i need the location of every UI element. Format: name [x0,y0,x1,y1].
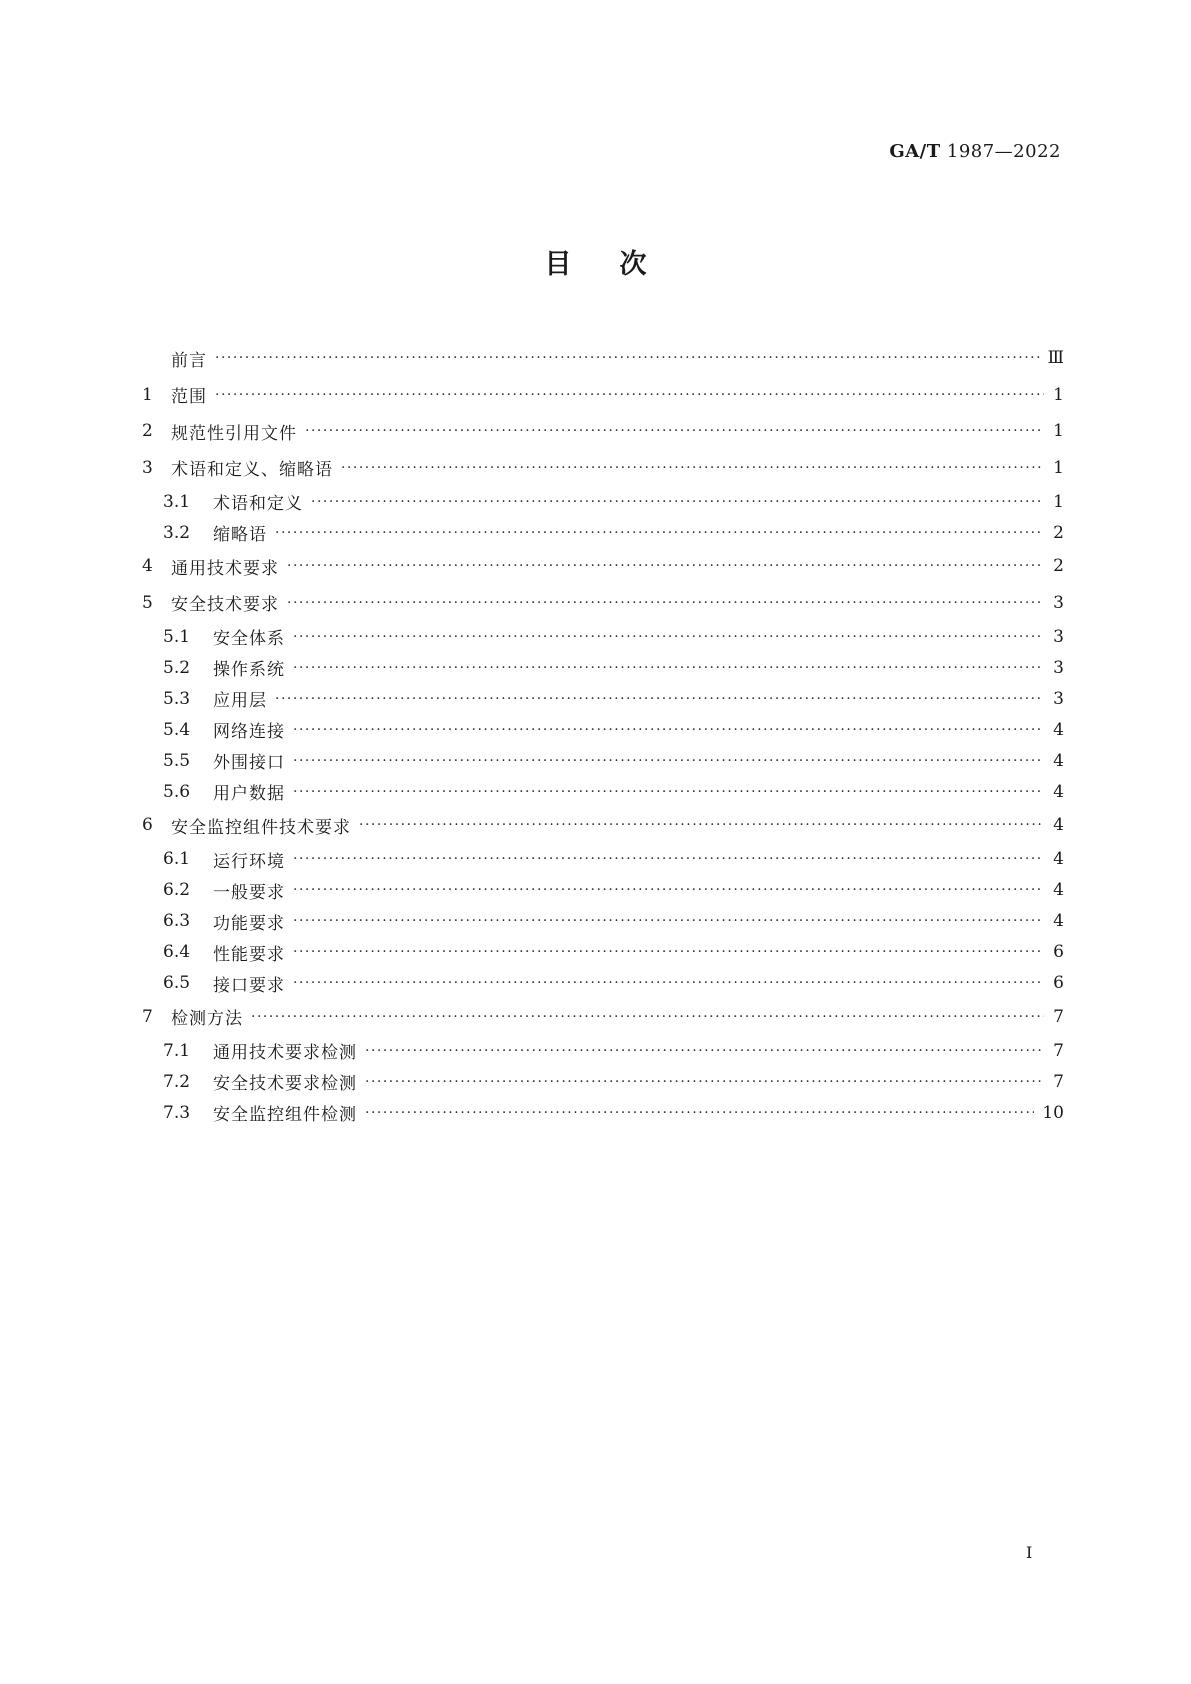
toc-leader-dots [365,1074,1044,1090]
toc-entry-label: 安全技术要求 [171,595,279,616]
toc-leader-dots [293,975,1044,991]
toc-entry-number: 5 [142,592,153,613]
toc-entry[interactable] [142,621,1064,652]
toc-entry-label: 网络连接 [213,722,285,742]
toc-entry-label: 缩略语 [213,525,267,545]
toc-entry-page: 2 [1053,556,1064,577]
page-folio: I [1026,1543,1033,1562]
toc-entry-label: 检测方法 [171,1009,243,1030]
toc-entry-number: 7.1 [163,1040,191,1061]
toc-leader-dots [287,558,1044,574]
toc-entry[interactable] [142,1097,1064,1128]
standard-code-prefix: GA/T [889,141,941,162]
toc-entry[interactable] [142,450,1064,487]
toc-entry-number: 5.1 [163,626,191,647]
toc-leader-dots [275,525,1044,541]
page-title: 目次 [544,249,695,280]
toc-entry[interactable] [142,683,1064,714]
toc-entry-page: 1 [1053,421,1064,442]
toc-entry-number: 3.1 [163,491,191,512]
toc-entry[interactable] [142,652,1064,683]
toc-entry[interactable] [142,585,1064,622]
toc-entry-number: 7.3 [163,1102,191,1123]
toc-leader-dots [365,1105,1034,1121]
toc-entry-page: 4 [1053,880,1064,900]
toc-entry-label: 术语和定义、缩略语 [171,460,333,481]
toc-entry-number: 3.2 [163,522,191,543]
toc-entry-label: 外围接口 [213,753,285,773]
toc-entry-label: 功能要求 [213,913,285,934]
toc-leader-dots [275,691,1044,707]
toc-entry[interactable] [142,776,1064,807]
toc-entry-label: 安全监控组件技术要求 [171,817,351,838]
toc-entry-label: 通用技术要求检测 [213,1043,357,1063]
toc-entry-number: 7.2 [163,1071,191,1092]
toc-entry-number: 3 [142,457,153,478]
toc-entry-page: 4 [1053,750,1064,771]
toc-leader-dots [293,753,1044,769]
toc-leader-dots [293,629,1044,645]
toc-entry-number: 5.4 [163,719,191,740]
toc-entry-page: 7 [1053,1071,1064,1092]
toc-entry-number: 6.5 [163,973,191,993]
toc-entry-number: 6.2 [163,880,191,900]
toc-entry-page: 7 [1053,1040,1064,1061]
toc-entry-number: 7 [142,1006,153,1027]
toc-entry[interactable] [142,377,1064,414]
toc-leader-dots [305,423,1044,439]
toc-entry[interactable] [142,413,1064,450]
toc-entry-label: 运行环境 [213,851,285,872]
toc-entry-label: 一般要求 [213,882,285,903]
toc-entry[interactable] [142,1066,1064,1097]
toc-leader-dots [287,595,1044,611]
toc-entry[interactable] [142,745,1064,776]
toc-entry-page: 3 [1053,657,1064,678]
toc-entry-page: 4 [1053,719,1064,740]
toc-entry-page: 7 [1053,1006,1064,1027]
toc-entry[interactable] [142,937,1064,968]
toc-leader-dots [293,660,1044,676]
standard-code [889,141,1061,162]
standard-code-number: 1987—2022 [946,141,1061,162]
toc-entry-page: 3 [1053,626,1064,647]
toc-entry-number: 4 [142,556,153,577]
toc-entry-label: 前言 [171,350,207,371]
toc-leader-dots [359,817,1044,833]
toc-leader-dots [215,350,1040,366]
toc-entry-label: 安全技术要求检测 [213,1074,357,1094]
toc-leader-dots [341,460,1044,476]
toc-entry-page: 1 [1053,384,1064,405]
table-of-contents [142,340,1064,1128]
toc-entry-page: 4 [1053,815,1064,836]
toc-entry[interactable] [142,875,1064,906]
toc-leader-dots [293,784,1044,800]
toc-entry-page: 6 [1053,973,1064,993]
toc-entry[interactable] [142,906,1064,937]
toc-entry-number: 6 [142,815,153,836]
toc-entry-page: 3 [1053,592,1064,613]
toc-entry-number: 5.2 [163,657,191,678]
toc-entry[interactable] [142,1035,1064,1066]
toc-entry[interactable] [142,807,1064,844]
toc-entry-number: 6.1 [163,849,191,869]
toc-entry-label: 规范性引用文件 [171,423,297,444]
toc-leader-dots [215,387,1044,403]
toc-entry-page: 4 [1053,911,1064,931]
toc-entry-label: 操作系统 [213,660,285,680]
toc-entry-page: Ⅲ [1047,348,1064,369]
toc-entry-page: 4 [1053,849,1064,869]
toc-entry-number: 6.3 [163,911,191,931]
toc-leader-dots [365,1043,1044,1059]
toc-entry[interactable] [142,968,1064,999]
toc-leader-dots [293,944,1044,960]
toc-entry-label: 术语和定义 [213,494,303,514]
toc-entry[interactable] [142,340,1064,377]
toc-entry-label: 安全监控组件检测 [213,1105,357,1125]
toc-leader-dots [293,722,1044,738]
toc-leader-dots [293,882,1044,898]
toc-entry-label: 用户数据 [213,784,285,804]
toc-entry-label: 性能要求 [213,944,285,965]
toc-entry[interactable] [142,517,1064,548]
toc-entry[interactable] [142,714,1064,745]
toc-entry[interactable] [142,844,1064,875]
toc-entry-page: 10 [1042,1102,1064,1123]
toc-entry-label: 接口要求 [213,975,285,996]
toc-entry-page: 1 [1053,457,1064,478]
toc-entry-label: 应用层 [213,691,267,711]
toc-entry[interactable] [142,486,1064,517]
toc-leader-dots [293,913,1044,929]
toc-entry-label: 通用技术要求 [171,558,279,579]
toc-entry-page: 1 [1053,491,1064,512]
toc-entry[interactable] [142,999,1064,1036]
toc-entry-page: 2 [1053,522,1064,543]
toc-entry-page: 6 [1053,942,1064,962]
toc-entry-number: 6.4 [163,942,191,962]
toc-entry-number: 5.5 [163,750,191,771]
toc-entry-number: 5.3 [163,688,191,709]
toc-entry-label: 安全体系 [213,629,285,649]
toc-entry-page: 3 [1053,688,1064,709]
toc-leader-dots [311,494,1044,510]
toc-entry[interactable] [142,548,1064,585]
toc-entry-label: 范围 [171,387,207,408]
toc-entry-number: 2 [142,421,153,442]
toc-leader-dots [293,851,1044,867]
toc-leader-dots [251,1009,1044,1025]
toc-entry-number: 5.6 [163,781,191,802]
toc-entry-page: 4 [1053,781,1064,802]
toc-entry-number: 1 [142,384,153,405]
